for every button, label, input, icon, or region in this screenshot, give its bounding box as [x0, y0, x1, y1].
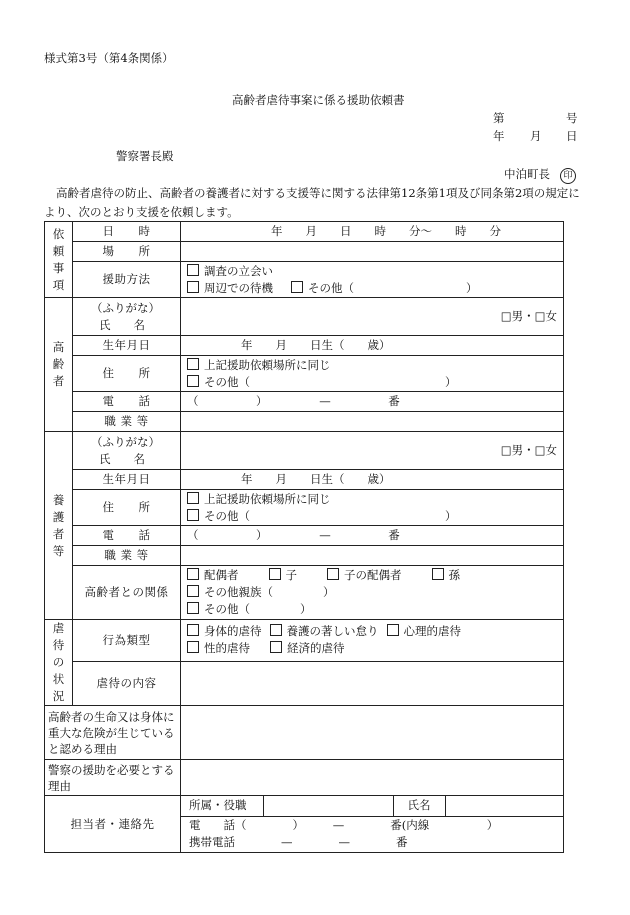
- danger-reason-field[interactable]: [181, 706, 564, 760]
- datetime-label: 日 時: [73, 222, 181, 242]
- place-label: 場 所: [73, 242, 181, 262]
- contact-name-label: 氏名: [393, 796, 445, 816]
- checkbox[interactable]: [187, 358, 199, 370]
- sender: [504, 166, 576, 184]
- elder-address-label: 住 所: [73, 356, 181, 392]
- relation-label: 高齢者との関係: [73, 566, 181, 620]
- elder-job-field[interactable]: [181, 412, 564, 432]
- checkbox[interactable]: [187, 264, 199, 276]
- contact-dept-field[interactable]: [263, 796, 393, 816]
- checkbox[interactable]: [327, 568, 339, 580]
- elder-name-field[interactable]: [181, 298, 564, 336]
- request-form: [44, 221, 564, 853]
- elder-phone-label: 電 話: [73, 392, 181, 412]
- checkbox[interactable]: [187, 509, 199, 521]
- elder-birth-field[interactable]: 年 月 日生（ 歳）: [181, 336, 564, 356]
- police-reason-field[interactable]: [181, 760, 564, 796]
- contact-label: 担当者・連絡先: [45, 796, 181, 853]
- contact-dept-label: 所属・役職: [181, 796, 263, 816]
- caregiver-section-label: 養 護 者 等: [45, 432, 73, 620]
- checkbox[interactable]: [291, 281, 303, 293]
- date-month: 月: [530, 129, 542, 143]
- checkbox[interactable]: [187, 641, 199, 653]
- police-reason-label: 警察の援助を必要とする理由: [45, 760, 181, 796]
- caregiver-address-label: 住 所: [73, 490, 181, 526]
- caregiver-name-label: （ふりがな） 氏 名: [73, 432, 181, 470]
- caregiver-phone-label: 電 話: [73, 526, 181, 546]
- intro-text: 高齢者虐待の防止、高齢者の養護者に対する支援等に関する法律第12条第1項及び同条第2項の規定により、次のとおり支援を依頼します。: [44, 186, 580, 219]
- elder-phone-field[interactable]: （ ） — 番: [181, 392, 564, 412]
- checkbox[interactable]: [269, 568, 281, 580]
- abuse-content-field[interactable]: [181, 661, 564, 705]
- checkbox[interactable]: [270, 641, 282, 653]
- method-field: 調査の立会い 周辺での待機 その他（ ）: [181, 262, 564, 298]
- elder-address-field: 上記援助依頼場所に同じ その他（ ）: [181, 356, 564, 392]
- checkbox[interactable]: [387, 624, 399, 636]
- relation-field: 配偶者 子 子の配偶者 孫 その他親族（ ） その他（ ）: [181, 566, 564, 620]
- caregiver-address-field: 上記援助依頼場所に同じ その他（ ）: [181, 490, 564, 526]
- abuse-section-label: 虐 待 の 状 況: [45, 620, 73, 706]
- date-day: 日: [566, 129, 578, 143]
- elder-birth-label: 生年月日: [73, 336, 181, 356]
- danger-reason-label: 高齢者の生命又は身体に重大な危険が生じていると認める理由: [45, 706, 181, 760]
- abuse-type-field: 身体的虐待 養護の著しい怠り 心理的虐待 性的虐待 経済的虐待: [181, 620, 564, 662]
- caregiver-birth-field[interactable]: 年 月 日生（ 歳）: [181, 470, 564, 490]
- elder-job-label: 職 業 等: [73, 412, 181, 432]
- place-field[interactable]: [181, 242, 564, 262]
- contact-phone: 電 話（ ） — 番(内線 ）: [189, 818, 499, 833]
- sender-name: 中泊町長: [504, 167, 550, 181]
- doc-number-prefix: 第: [493, 111, 505, 125]
- addressee: 警察署長殿: [116, 149, 174, 163]
- caregiver-gender[interactable]: □男・□女: [500, 443, 557, 457]
- checkbox[interactable]: [187, 281, 199, 293]
- checkbox[interactable]: [187, 568, 199, 580]
- checkbox[interactable]: [187, 492, 199, 504]
- request-section-label: 依 頼 事 項: [45, 222, 73, 298]
- page-title: 高齢者虐待事案に係る援助依頼書: [232, 93, 405, 107]
- abuse-type-label: 行為類型: [73, 620, 181, 662]
- checkbox[interactable]: [432, 568, 444, 580]
- contact-phone-field[interactable]: [181, 816, 563, 852]
- checkbox[interactable]: [187, 602, 199, 614]
- seal-icon: 印: [560, 168, 576, 184]
- checkbox[interactable]: [187, 375, 199, 387]
- abuse-content-label: 虐待の内容: [73, 661, 181, 705]
- contact-field: [181, 796, 564, 853]
- form-number: 様式第3号（第4条関係）: [44, 51, 174, 65]
- caregiver-name-field[interactable]: [181, 432, 564, 470]
- caregiver-phone-field[interactable]: （ ） — 番: [181, 526, 564, 546]
- elder-gender[interactable]: □男・□女: [500, 309, 557, 323]
- contact-mobile: 携帯電話 — — 番: [189, 835, 408, 850]
- method-label: 援助方法: [73, 262, 181, 298]
- datetime-field[interactable]: 年 月 日 時 分〜 時 分: [181, 222, 564, 242]
- caregiver-birth-label: 生年月日: [73, 470, 181, 490]
- doc-number-suffix: 号: [566, 111, 578, 125]
- contact-name-field[interactable]: [445, 796, 563, 816]
- date-year: 年: [493, 129, 505, 143]
- checkbox[interactable]: [187, 585, 199, 597]
- elder-name-label: （ふりがな） 氏 名: [73, 298, 181, 336]
- elder-section-label: 高 齢 者: [45, 298, 73, 432]
- caregiver-job-field[interactable]: [181, 546, 564, 566]
- checkbox[interactable]: [270, 624, 282, 636]
- checkbox[interactable]: [187, 624, 199, 636]
- caregiver-job-label: 職 業 等: [73, 546, 181, 566]
